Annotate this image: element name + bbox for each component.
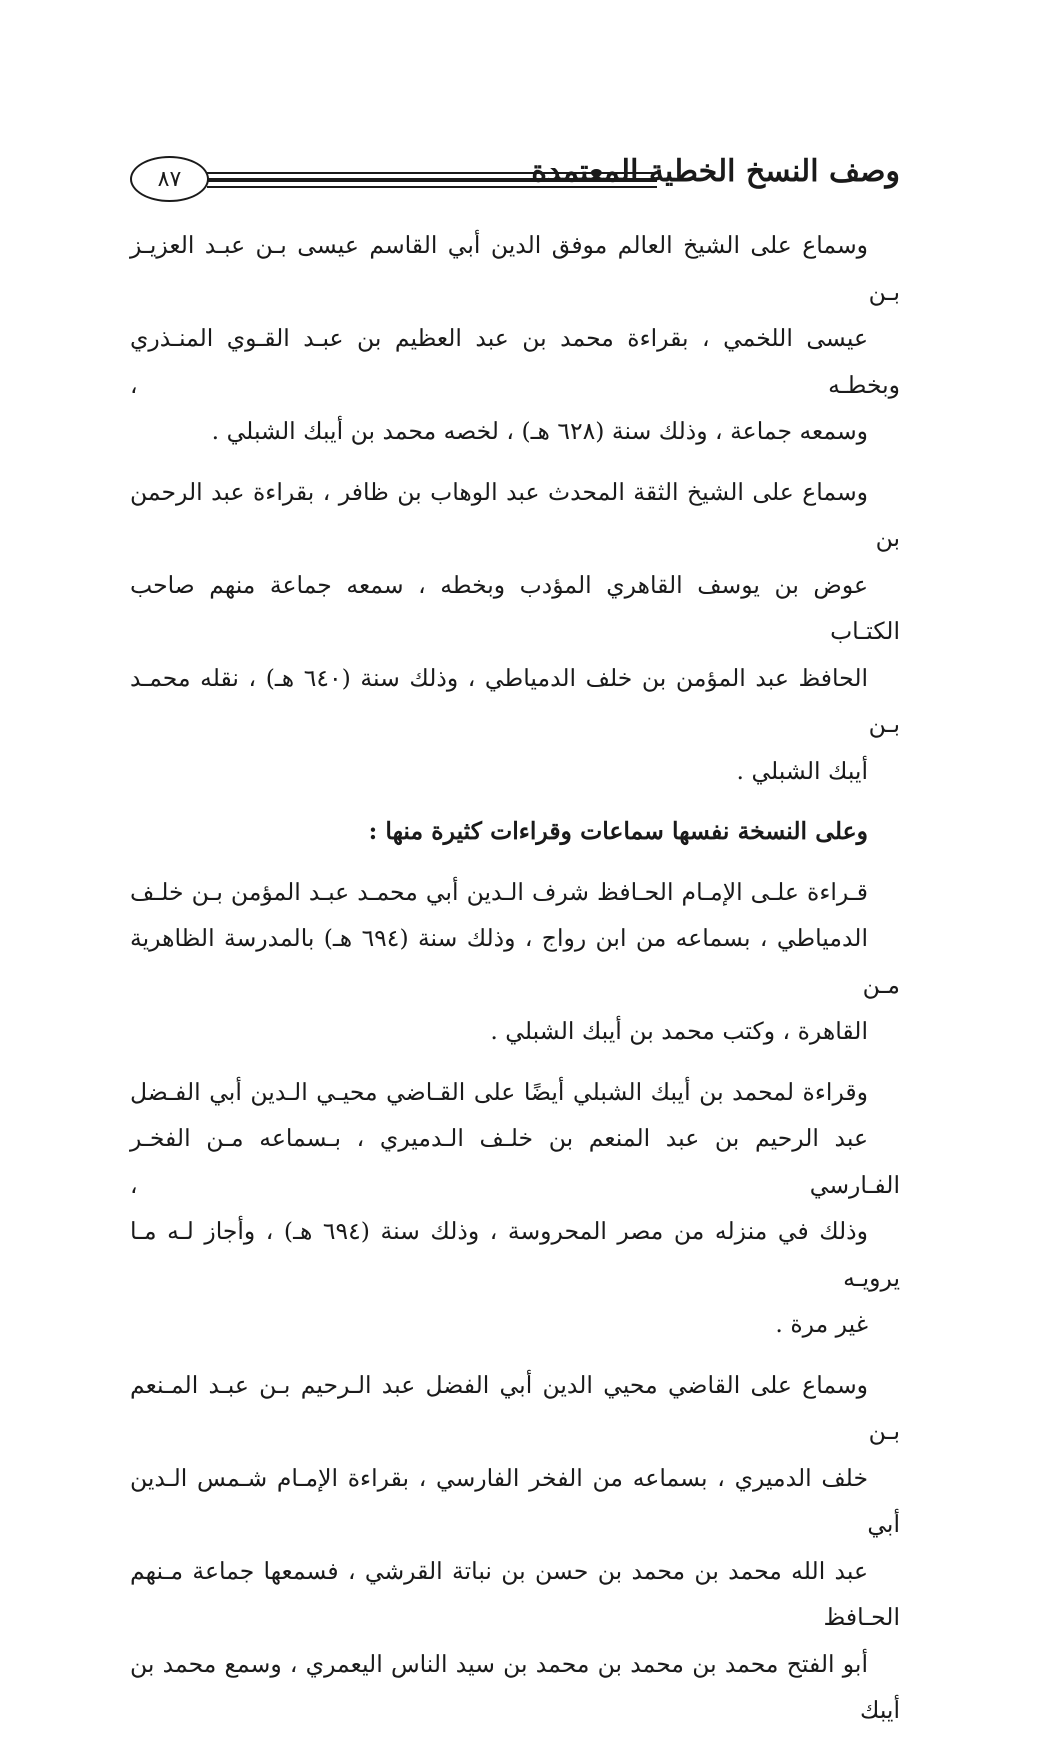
- text-line: وسماع على القاضي محيي الدين أبي الفضل عبد الـرحيم بـن عبـد المـنعم بـن: [130, 1370, 900, 1445]
- text-line: عيسى اللخمي ، بقراءة محمد بن عبد العظيم بن عبـد القـوي المنـذري وبخطـه ،: [130, 324, 900, 399]
- text-line: وسماع على الشيخ العالم موفق الدين أبي القاسم عيسى بـن عبـد العزيـز بـن: [130, 231, 900, 306]
- body-text: [130, 222, 900, 1748]
- text-line: أيبك الشبلي .: [736, 756, 868, 785]
- text-line: وقراءة لمحمد بن أيبك الشبلي أيضًا على القـاضي محيـي الـدين أبي الفـضل: [130, 1077, 868, 1106]
- text-line: عبد الرحيم بن عبد المنعم بن خلـف الـدميري ، بـسماعه مـن الفخـر الفـارسي ،: [130, 1124, 900, 1199]
- text-line: الدمياطي ، بسماعه من ابن رواج ، وذلك سنة (٦٩٤ هـ) بالمدرسة الظاهرية مـن: [130, 924, 900, 999]
- paragraph: [130, 222, 900, 455]
- text-line: غير مرة .: [775, 1310, 868, 1338]
- paragraph: [130, 469, 900, 795]
- text-line: أبو الفتح محمد بن محمد بن محمد بن سيد الناس اليعمري ، وسمع محمد بن أيبك: [130, 1649, 900, 1724]
- text-line: عبد الله محمد بن محمد بن حسن بن نباتة القرشي ، فسمعها جماعة مـنهم الحـافظ: [130, 1556, 900, 1631]
- paragraph: [130, 1362, 900, 1734]
- text-line: وعلى النسخة نفسها سماعات وقراءات كثيرة منها :: [368, 817, 868, 845]
- text-line: وسمعه جماعة ، وذلك سنة (٦٢٨ هـ) ، لخصه محمد بن أيبك الشبلي .: [211, 417, 868, 445]
- paragraph: [130, 1069, 900, 1348]
- text-line: وذلك في منزله من مصر المحروسة ، وذلك سنة (٦٩٤ هـ) ، وأجاز لـه مـا يرويـه: [130, 1217, 900, 1292]
- text-line: عوض بن يوسف القاهري المؤدب وبخطه ، سمعه جماعة منهم صاحب الكتـاب: [130, 570, 900, 645]
- running-title: وصف النسخ الخطية المعتمدة: [531, 154, 900, 189]
- text-line: قـراءة علـى الإمـام الحـافظ شرف الـدين أبي محمـد عبـد المؤمن بـن خلـف: [130, 877, 868, 906]
- text-line: الحافظ عبد المؤمن بن خلف الدمياطي ، وذلك سنة (٦٤٠ هـ) ، نقله محمـد بـن: [130, 663, 900, 738]
- page-header: [130, 150, 900, 220]
- text-line: القاهرة ، وكتب محمد بن أيبك الشبلي .: [490, 1017, 868, 1045]
- section-heading: [130, 808, 900, 855]
- paragraph: [130, 869, 900, 1055]
- text-line: خلف الدميري ، بسماعه من الفخر الفارسي ، بقراءة الإمـام شـمس الـدين أبي: [130, 1463, 900, 1538]
- page-number: ٨٧: [130, 156, 209, 202]
- text-line: وسماع على الشيخ الثقة المحدث عبد الوهاب بن ظافر ، بقراءة عبد الرحمن بن: [130, 477, 900, 552]
